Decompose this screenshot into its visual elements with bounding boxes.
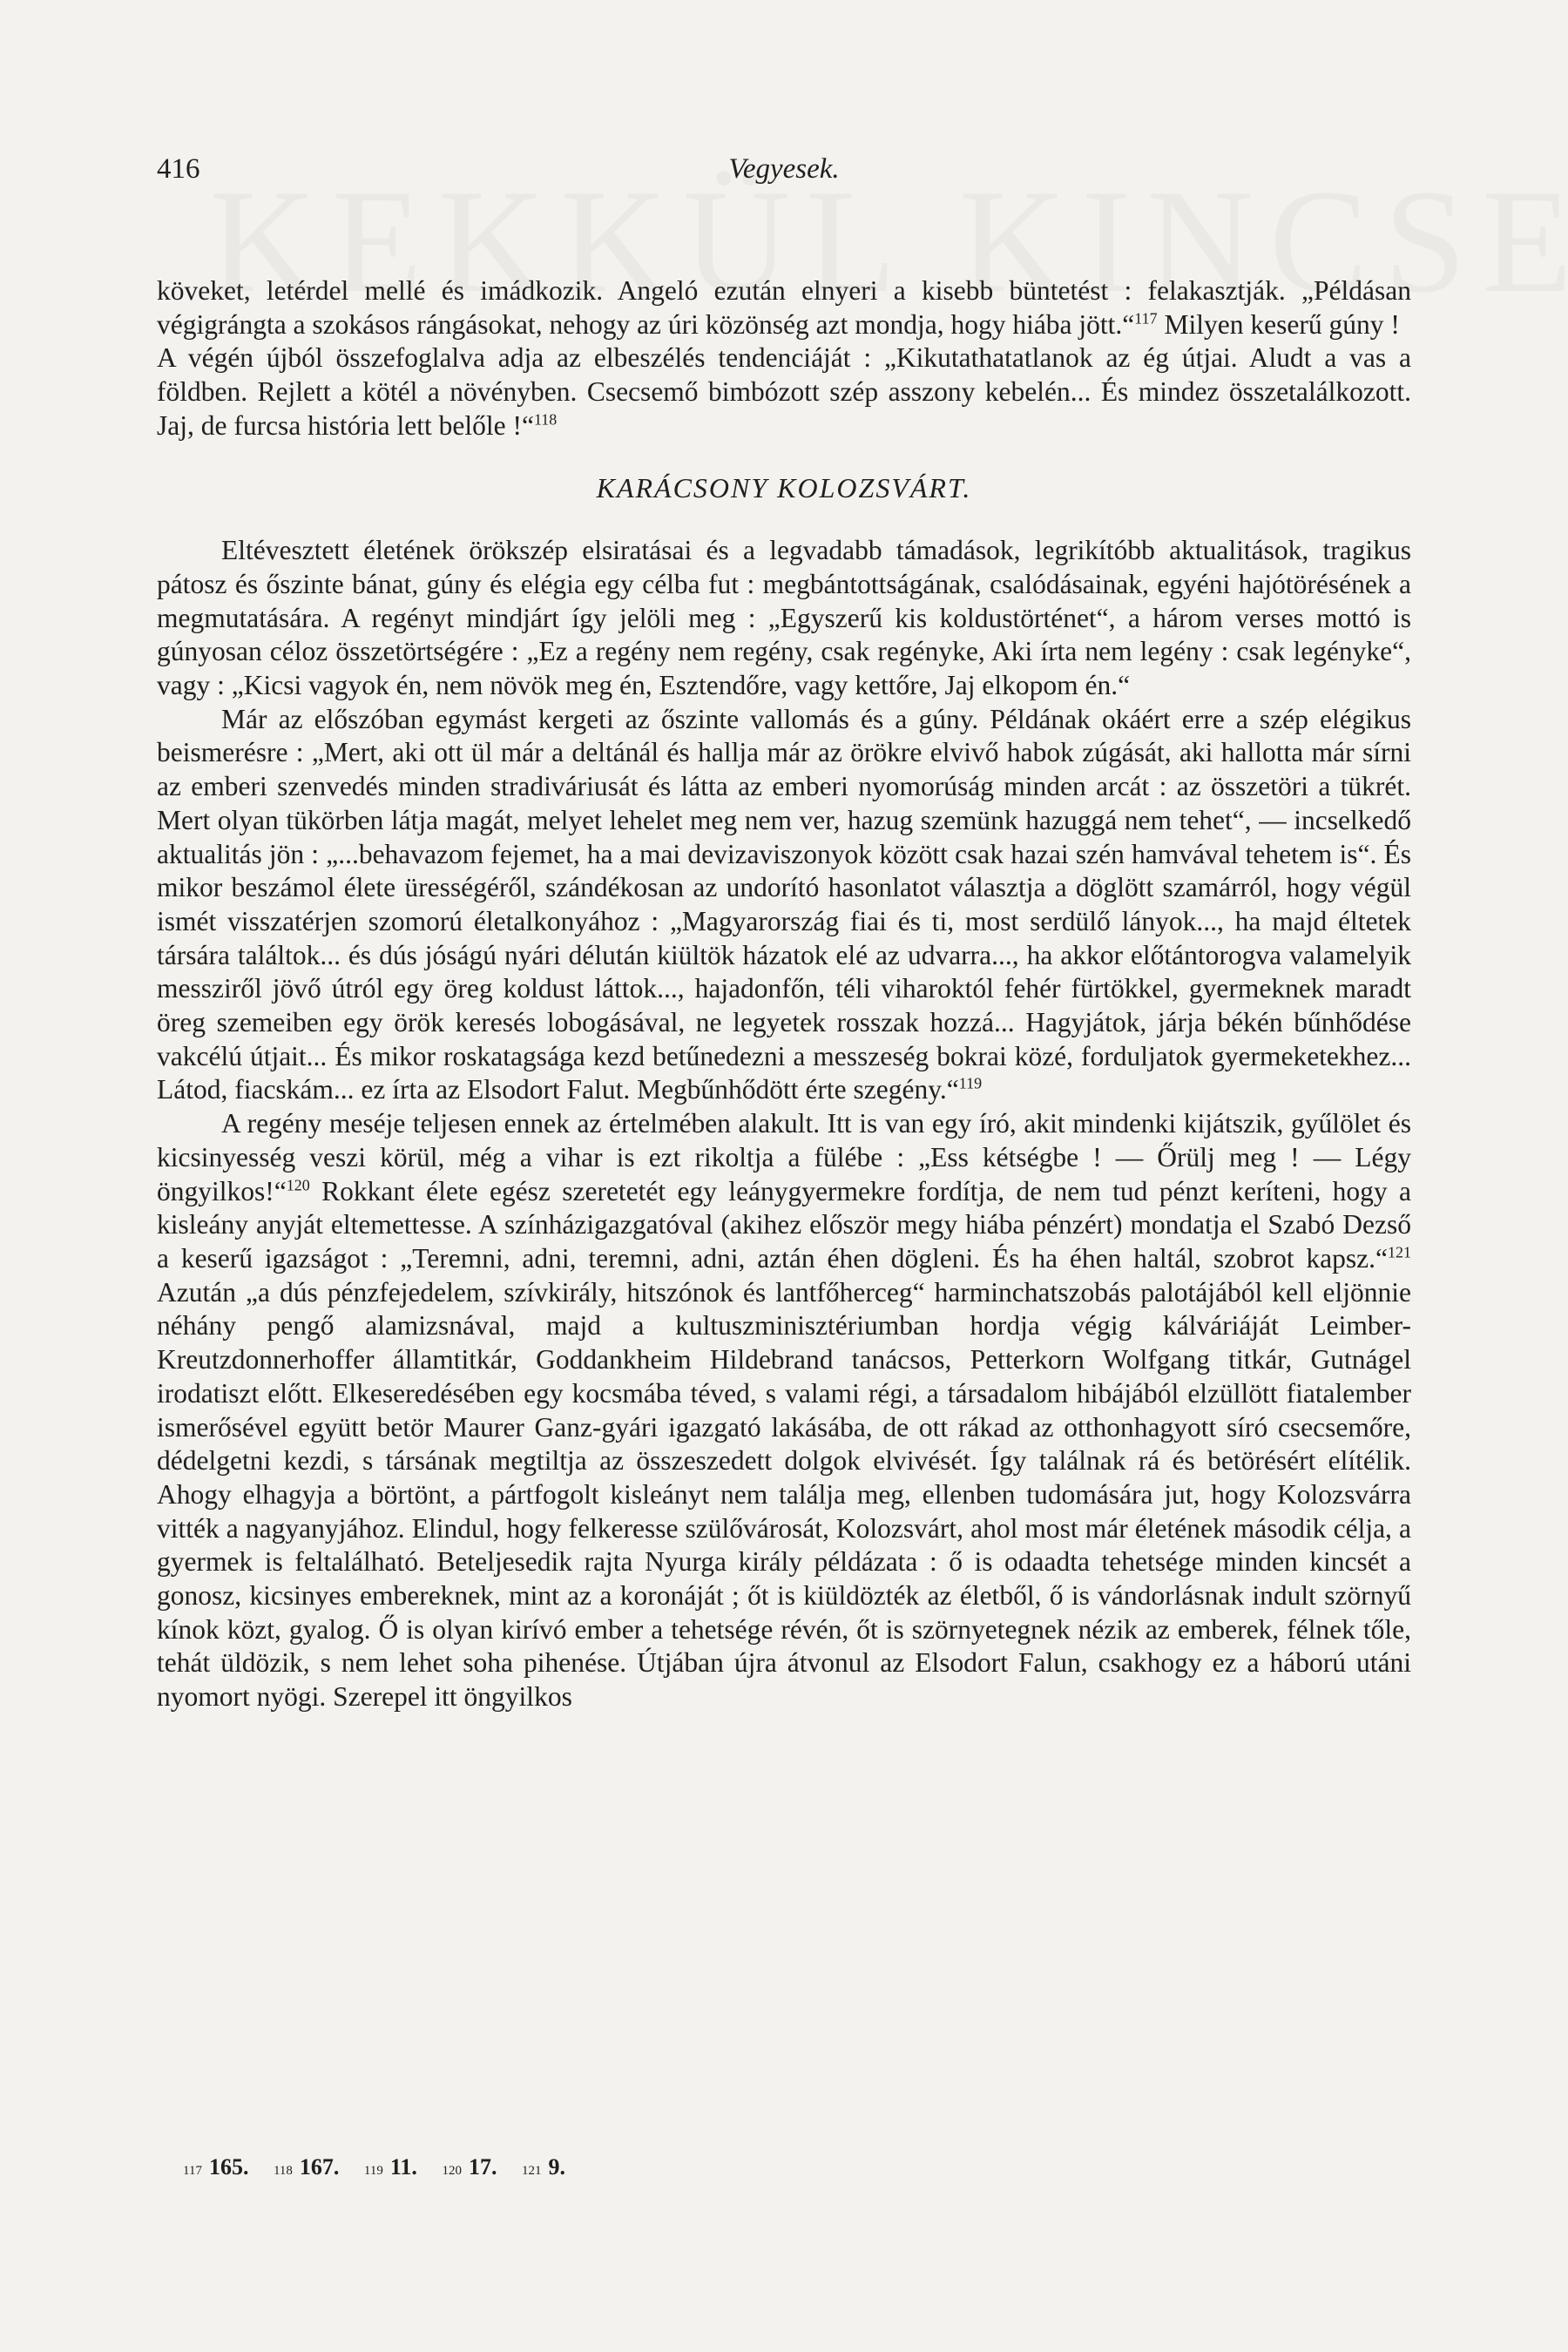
page-header: [157, 153, 1411, 197]
paragraph: Már az előszóban egymást kergeti az őszinte vallomás és a gúny. Példának okáért erre a szép elégikus beismerésre : „Mert, aki ott ül már a deltánál és hallja már az örökre elvivő habok zúgását, aki hallotta már sírni az emberi szenvedés minden stradiváriusát és látta az emberi nyomorúság minden arcát : az összetöri a tükrét. Mert olyan tükörben látja magát, melyet lehelet meg nem ver, hazug szemünk hazuggá nem tehet“, — incselkedő aktualitás jön : „...behavazom fejemet, ha a mai devizaviszonyok között csak hazai szén hamvával tehetem is“. És mikor beszámol élete ürességéről, szándékosan az undorító hasonlatot választja a döglött szamárról, hogy végül ismét visszatérjen szomorú életalkonyához : „Magyarország fiai és ti, most serdülő lányok..., ha majd éltetek társára találtok... és dús jóságú nyári délután kiültök házatok elé az udvarra..., ha akkor előtántorogva valamelyik messziről jövő útról egy öreg koldust láttok..., hajadonfőn, téli viharoktól fehér fürtökkel, gyermeknek maradt öreg szemeiben egy örök keresés lobogásával, ne legyetek rosszak hozzá... Hagyjátok, járja békén bűnhődése vakcélú útjait... És mikor roskatagsága kezd betűnedezni a messzeség bokrai közé, forduljatok gyermeketekhez... Látod, fiacskám... ez írta az Elsodort Falut. Megbűnhődött érte szegény.“$^{119}$: [157, 703, 1411, 1105]
footnote-ref: 117: [1134, 309, 1158, 328]
footnotes: [183, 2154, 1402, 2180]
paragraph: Eltévesztett életének örökszép elsiratásai és a legvadabb támadások, legrikítóbb aktualitások, tragikus pátosz és őszinte bánat, gúny és elégia egy célba fut : megbántottságának, csalódásainak, egyéni hajótörésének a megmutatására. A regényt mindjárt így jelöli meg : „Egyszerű kis koldustörténet“, a három verses mottó is gúnyosan céloz összetörtségére : „Ez a regény nem regény, csak regényke, Aki írta nem legény : csak legényke“, vagy : „Kicsi vagyok én, nem növök meg én, Esztendőre, vagy kettőre, Jaj elkopom én.“: [157, 535, 1411, 701]
section-heading: KARÁCSONY KOLOZSVÁRT.: [596, 471, 972, 504]
footnote: 119 11.: [363, 2154, 417, 2180]
footnote: 120 17.: [442, 2154, 497, 2180]
page-number: 416: [157, 153, 200, 185]
footnote: 121 9.: [521, 2154, 565, 2180]
footnote: 118 167.: [273, 2154, 340, 2180]
footnote-ref: 121: [1388, 1243, 1411, 1261]
paragraph: A regény meséje teljesen ennek az értelmében alakult. Itt is van egy író, akit mindenki kijátszik, gyűlölet és kicsinyesség veszi körül, még a vihar is ezt rikoltja a fülébe : „Ess kétségbe ! — Őrülj meg ! — Légy öngyilkos!“$^{120}$ Rokkant élete egész szeretetét egy leánygyermekre fordítja, de nem tud pénzt keríteni, hogy a kisleány anyját eltemettesse. A színházigazgatóval (akihez először megy hiába pénzért) mondatja el Szabó Dezső a keserű igazságot : „Teremni, adni, teremni, adni, aztán éhen dögleni. És ha éhen haltál, szobrot kapsz.“$^{121}$ Azután „a dús pénzfejedelem, szívkirály, hitszónok és lantfőherceg“ harminchatszobás palotájából kell eljönnie néhány pengő alamizsnával, majd a kultuszminisztériumban hordja végig kálváriáját Leimber-Kreutzdonnerhoffer államtitkár, Goddankheim Hildebrand tanácsos, Petterkorn Wolfgang titkár, Gutnágel irodatiszt előtt. Elkeseredésében egy kocsmába téved, s valami régi, a társadalom hibájából elzüllött fiatalember ismerősével együtt betör Maurer Ganz-gyári igazgató lakásába, de ott rákad az otthonhagyott síró csecsemőre, dédelgetni kezdi, s társának megtiltja az összeszedett dolgok elvivését. Így találnak rá és betörésért elítélik. Ahogy elhagyja a börtönt, a pártfogolt kisleányt nem találja meg, ellenben tudomására jut, hogy Kolozsvárra vitték a nagyanyjához. Elindul, hogy felkeresse szülővárosát, Kolozsvárt, ahol most már életének második célja, a gyermek is feltalálható. Beteljesedik rajta Nyurga király példázata : ő is odaadta tehetsége minden kincsét a gonosz, kicsinyes embereknek, mint az a koronáját ; őt is kiüldözték az életből, ő is vándorlásnak indult szörnyű kínok közt, gyalog. Ő is olyan kirívó ember a tehetsége révén, őt is szörnyetegnek nézik az emberek, félnek tőle, tehát üldözik, s nem lehet soha pihenése. Útjában újra átvonul az Elsodort Falun, csakhogy ez a háború utáni nyomort nyögi. Szerepel itt öngyilkos: [157, 1108, 1411, 1713]
footnote-ref: 119: [958, 1074, 983, 1092]
paragraph: köveket, letérdel mellé és imádkozik. Angeló ezután elnyeri a kisebb büntetést : felakasztják. „Példásan végigrángta a szokásos rángásokat, nehogy az úri közönség azt mondja, hogy hiába jött.“$^{117}$ Milyen keserű gúny !: [157, 275, 1411, 340]
running-title: Vegyesek.: [728, 153, 840, 185]
footnote-ref: 120: [286, 1176, 310, 1194]
body-text: [157, 274, 1411, 1714]
paragraph: A végén újból összefoglalva adja az elbeszélés tendenciáját : „Kikutathatatlanok az ég útjai. Aludt a vas a földben. Rejlett a kötél a növényben. Csecsemő bimbózott szép asszony kebelén... És mindez összetalálkozott. Jaj, de furcsa história lett belőle !“$^{118}$: [157, 342, 1411, 441]
footnote: 117 165.: [183, 2154, 249, 2180]
footnote-ref: 118: [533, 410, 558, 429]
